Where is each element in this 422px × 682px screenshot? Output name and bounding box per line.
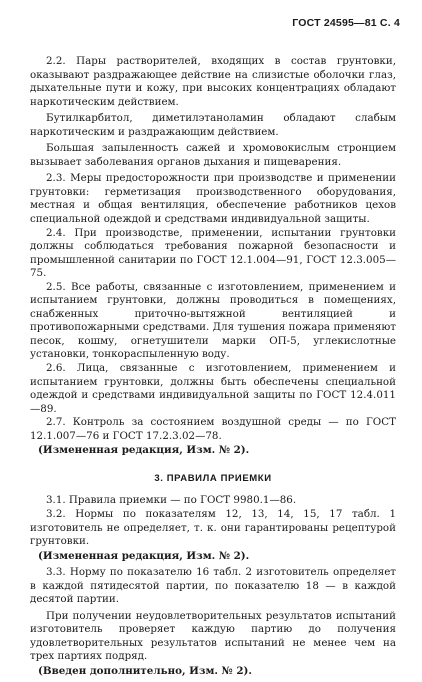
paragraph-butylcarbitol: Бутилкарбитол, диметилэтаноламин обладают слабым наркотическим и раздражающим действием. <box>30 112 396 138</box>
section-2-body <box>30 55 396 458</box>
edition-note: (Измененная редакция, Изм. № 2). <box>38 549 250 562</box>
paragraph-2-5: 2.5. Все работы, связанные с изготовлением, применением и испытанием грунтовки, должны проводиться в помещениях, снабженных приточно-вытяжной вентиляцией и противопожарными средствами. Для тушения пожара применяют песок, кошму, огнетушители марки ОП-5, углекислотные установки, тонкораспыленную воду. <box>30 280 396 361</box>
page-header: ГОСТ 24595—81 С. 4 <box>292 17 400 29</box>
paragraph-3-1: 3.1. Правила приемки — по ГОСТ 9980.1—86. <box>46 494 297 507</box>
paragraph-2-4: 2.4. При производстве, применении, испытании грунтовки должны соблюдаться требования пожарной безопасности и промышленной санитарии по ГОСТ 12.1.004—91, ГОСТ 12.3.005—75. <box>30 226 396 280</box>
paragraph-3-3: 3.3. Норму по показателю 16 табл. 2 изготовитель определяет в каждой пятидесятой партии, по показателю 18 — в каждой десятой партии. <box>30 566 396 606</box>
paragraph-2-2: 2.2. Пары растворителей, входящих в состав грунтовки, оказывают раздражающее действие на слизистые оболочки глаз, дыхательные пути и кожу, при высоких концентрациях обладают наркотическим действием. <box>30 55 396 108</box>
section-3-title: 3. ПРАВИЛА ПРИЕМКИ <box>154 472 272 484</box>
paragraph-dust: Большая запыленность сажей и хромовокислым стронцием вызывает заболевания органов дыхания и пищеварения. <box>30 142 396 168</box>
added-note: (Введен дополнительно, Изм. № 2). <box>38 664 252 677</box>
section-3-body <box>30 494 396 678</box>
edition-note: (Измененная редакция, Изм. № 2). <box>38 444 250 457</box>
page-content <box>30 55 396 682</box>
paragraph-unsatisfactory-results: При получении неудовлетворительных результатов испытаний изготовитель проверяет каждую партию до получения удовлетворительных результатов испытаний не менее чем на трех партиях подряд. <box>30 609 396 663</box>
paragraph-2-6: 2.6. Лица, связанные с изготовлением, применением и испытанием грунтовки, должны быть обеспечены специальной одеждой и средствами индивидуальной защиты по ГОСТ 12.4.011—89. <box>30 362 396 415</box>
paragraph-2-7: 2.7. Контроль за состоянием воздушной среды — по ГОСТ 12.1.007—76 и ГОСТ 17.2.3.02—78. <box>30 416 396 442</box>
paragraph-3-2: 3.2. Нормы по показателям 12, 13, 14, 15, 17 табл. 1 изготовитель не определяет, т. к. они гарантированы рецептурой грунтовки. <box>30 507 396 548</box>
paragraph-2-3: 2.3. Меры предосторожности при производстве и применении грунтовки: герметизация производственного оборудования, местная и общая вентиляция, обеспечение работников цехов специальной одеждой и средствами индивидуальной защиты. <box>30 172 396 226</box>
